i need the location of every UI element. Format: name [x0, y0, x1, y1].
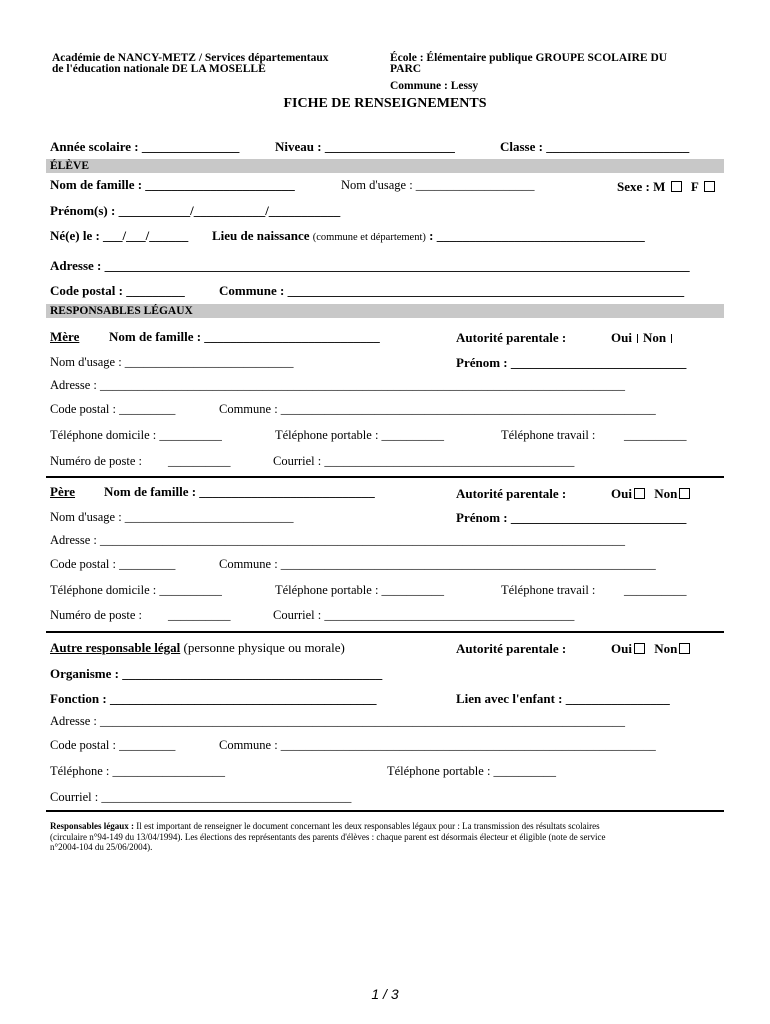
ecole-line-1: École : Élémentaire publique GROUPE SCOLAIRE DU: [390, 52, 668, 64]
autre-courriel-field[interactable]: Courriel : ________________________________________: [50, 790, 352, 804]
pere-non-label: Non: [654, 486, 678, 501]
page-title: FICHE DE RENSEIGNEMENTS: [283, 96, 487, 111]
pere-tel-portable-field[interactable]: Téléphone portable : __________: [275, 583, 445, 597]
pere-poste-field[interactable]: __________: [168, 608, 231, 622]
eleve-adresse-field[interactable]: Adresse : __________________________________________________________________________________________: [50, 258, 690, 273]
sexe-f-label: F: [690, 179, 699, 194]
autre-label: Autre responsable légal: [50, 640, 181, 655]
mere-non-checkbox[interactable]: [671, 334, 672, 343]
pere-oui-checkbox[interactable]: [634, 488, 645, 499]
eleve-code-postal-field[interactable]: Code postal : _________: [50, 283, 185, 298]
ecole-line-2: PARC: [390, 63, 422, 75]
pere-tel-travail-label: Téléphone travail :: [501, 583, 596, 597]
autre-adresse-field[interactable]: Adresse : ____________________________________________________________________________________: [50, 714, 625, 728]
responsables-note: [50, 821, 606, 853]
note-line-1: Il est important de renseigner le document concernant les deux responsables légaux pour : La transmission des résultats scolaires: [134, 821, 600, 831]
pere-oui-label: Oui: [611, 486, 632, 501]
pere-non-checkbox[interactable]: [679, 488, 690, 499]
pere-nom-famille-field[interactable]: Nom de famille : ___________________________: [104, 484, 375, 499]
mere-nom-famille-field[interactable]: Nom de famille : ___________________________: [109, 329, 380, 344]
mere-nom-usage-field[interactable]: Nom d'usage : ___________________________: [50, 355, 294, 369]
pere-autorite-label: Autorité parentale :: [456, 486, 567, 501]
note-bold-label: Responsables légaux :: [50, 821, 135, 831]
autre-oui-checkbox[interactable]: [634, 643, 645, 654]
autre-non-label: Non: [654, 641, 678, 656]
eleve-ne-le-field[interactable]: Né(e) le : ___/___/______: [50, 228, 189, 243]
mere-courriel-field[interactable]: Courriel : ________________________________________: [273, 454, 575, 468]
pere-autorite-options: [611, 486, 690, 502]
pere-code-postal-field[interactable]: Code postal : _________: [50, 557, 176, 571]
mere-autorite-options: [611, 330, 677, 346]
divider-mere-pere: [46, 476, 724, 478]
autre-fonction-field[interactable]: Fonction : _________________________________________: [50, 691, 377, 706]
autre-telephone-field[interactable]: Téléphone : __________________: [50, 764, 225, 778]
autre-autorite-label: Autorité parentale :: [456, 641, 567, 656]
mere-adresse-field[interactable]: Adresse : ____________________________________________________________________________________: [50, 378, 625, 392]
autre-paren: (personne physique ou morale): [183, 640, 345, 655]
academie-line-1: Académie de NANCY-METZ / Services départementaux: [52, 52, 329, 64]
mere-non-label: Non: [642, 330, 667, 345]
mere-prenom-field[interactable]: Prénom : ___________________________: [456, 355, 687, 370]
lieu-naissance-line: : ________________________________: [429, 228, 645, 243]
autre-organisme-field[interactable]: Organisme : ________________________________________: [50, 666, 383, 681]
mere-tel-travail-label: Téléphone travail :: [501, 428, 596, 442]
mere-tel-portable-field[interactable]: Téléphone portable : __________: [275, 428, 445, 442]
note-line-3: n°2004-104 du 25/06/2004).: [50, 842, 153, 852]
commune-header: Commune : Lessy: [390, 80, 479, 92]
pere-adresse-field[interactable]: Adresse : ____________________________________________________________________________________: [50, 533, 625, 547]
responsables-section-band: RESPONSABLES LÉGAUX: [46, 304, 724, 318]
mere-label: Mère: [50, 329, 80, 344]
autre-oui-label: Oui: [611, 641, 632, 656]
mere-commune-field[interactable]: Commune : ____________________________________________________________: [219, 402, 656, 416]
academie-line-2: de l'éducation nationale DE LA MOSELLE: [52, 63, 266, 75]
divider-note: [46, 810, 724, 812]
mere-poste-label: Numéro de poste :: [50, 454, 142, 468]
pere-tel-travail-field[interactable]: __________: [624, 583, 687, 597]
mere-code-postal-field[interactable]: Code postal : _________: [50, 402, 176, 416]
pere-poste-label: Numéro de poste :: [50, 608, 142, 622]
classe-field[interactable]: Classe : ______________________: [500, 139, 690, 154]
sexe-f-checkbox[interactable]: [704, 181, 715, 192]
mere-poste-field[interactable]: __________: [168, 454, 231, 468]
eleve-prenoms-field[interactable]: Prénom(s) : ___________/___________/___________: [50, 203, 341, 218]
autre-non-checkbox[interactable]: [679, 643, 690, 654]
pere-courriel-field[interactable]: Courriel : ________________________________________: [273, 608, 575, 622]
pere-tel-domicile-field[interactable]: Téléphone domicile : __________: [50, 583, 222, 597]
pere-commune-field[interactable]: Commune : ____________________________________________________________: [219, 557, 656, 571]
autre-lien-field[interactable]: Lien avec l'enfant : ________________: [456, 691, 670, 706]
lieu-naissance-hint: (commune et département): [312, 232, 426, 243]
eleve-nom-usage-field[interactable]: Nom d'usage : ___________________: [341, 178, 535, 192]
annee-scolaire-field[interactable]: Année scolaire : _______________: [50, 139, 240, 154]
autre-responsable-header: [50, 640, 345, 656]
pere-label: Père: [50, 484, 76, 499]
mere-tel-travail-field[interactable]: __________: [624, 428, 687, 442]
pere-prenom-field[interactable]: Prénom : ___________________________: [456, 510, 687, 525]
sexe-group: [617, 179, 715, 195]
sexe-label: Sexe : M: [617, 179, 666, 194]
mere-tel-domicile-field[interactable]: Téléphone domicile : __________: [50, 428, 222, 442]
lieu-naissance-field[interactable]: [212, 228, 645, 244]
eleve-section-band: ÉLÈVE: [46, 159, 724, 173]
pere-nom-usage-field[interactable]: Nom d'usage : ___________________________: [50, 510, 294, 524]
divider-pere-autre: [46, 631, 724, 633]
mere-oui-label: Oui: [611, 330, 632, 345]
eleve-commune-field[interactable]: Commune : _____________________________________________________________: [219, 283, 685, 298]
eleve-nom-famille-field[interactable]: Nom de famille : _______________________: [50, 177, 295, 192]
niveau-field[interactable]: Niveau : ____________________: [275, 139, 455, 154]
autre-code-postal-field[interactable]: Code postal : _________: [50, 738, 176, 752]
sexe-m-checkbox[interactable]: [671, 181, 682, 192]
mere-oui-checkbox[interactable]: [637, 334, 638, 343]
lieu-naissance-label: Lieu de naissance: [212, 228, 310, 243]
note-line-2: (circulaire n°94-149 du 13/04/1994). Les élections des représentants des parents d'élèves : chaque parent est désormais électeur et éligible (note de service: [50, 831, 606, 842]
mere-autorite-label: Autorité parentale :: [456, 330, 567, 345]
autre-tel-portable-field[interactable]: Téléphone portable : __________: [387, 764, 557, 778]
page-number: 1 / 3: [371, 986, 399, 1002]
autre-autorite-options: [611, 641, 690, 657]
autre-commune-field[interactable]: Commune : ____________________________________________________________: [219, 738, 656, 752]
